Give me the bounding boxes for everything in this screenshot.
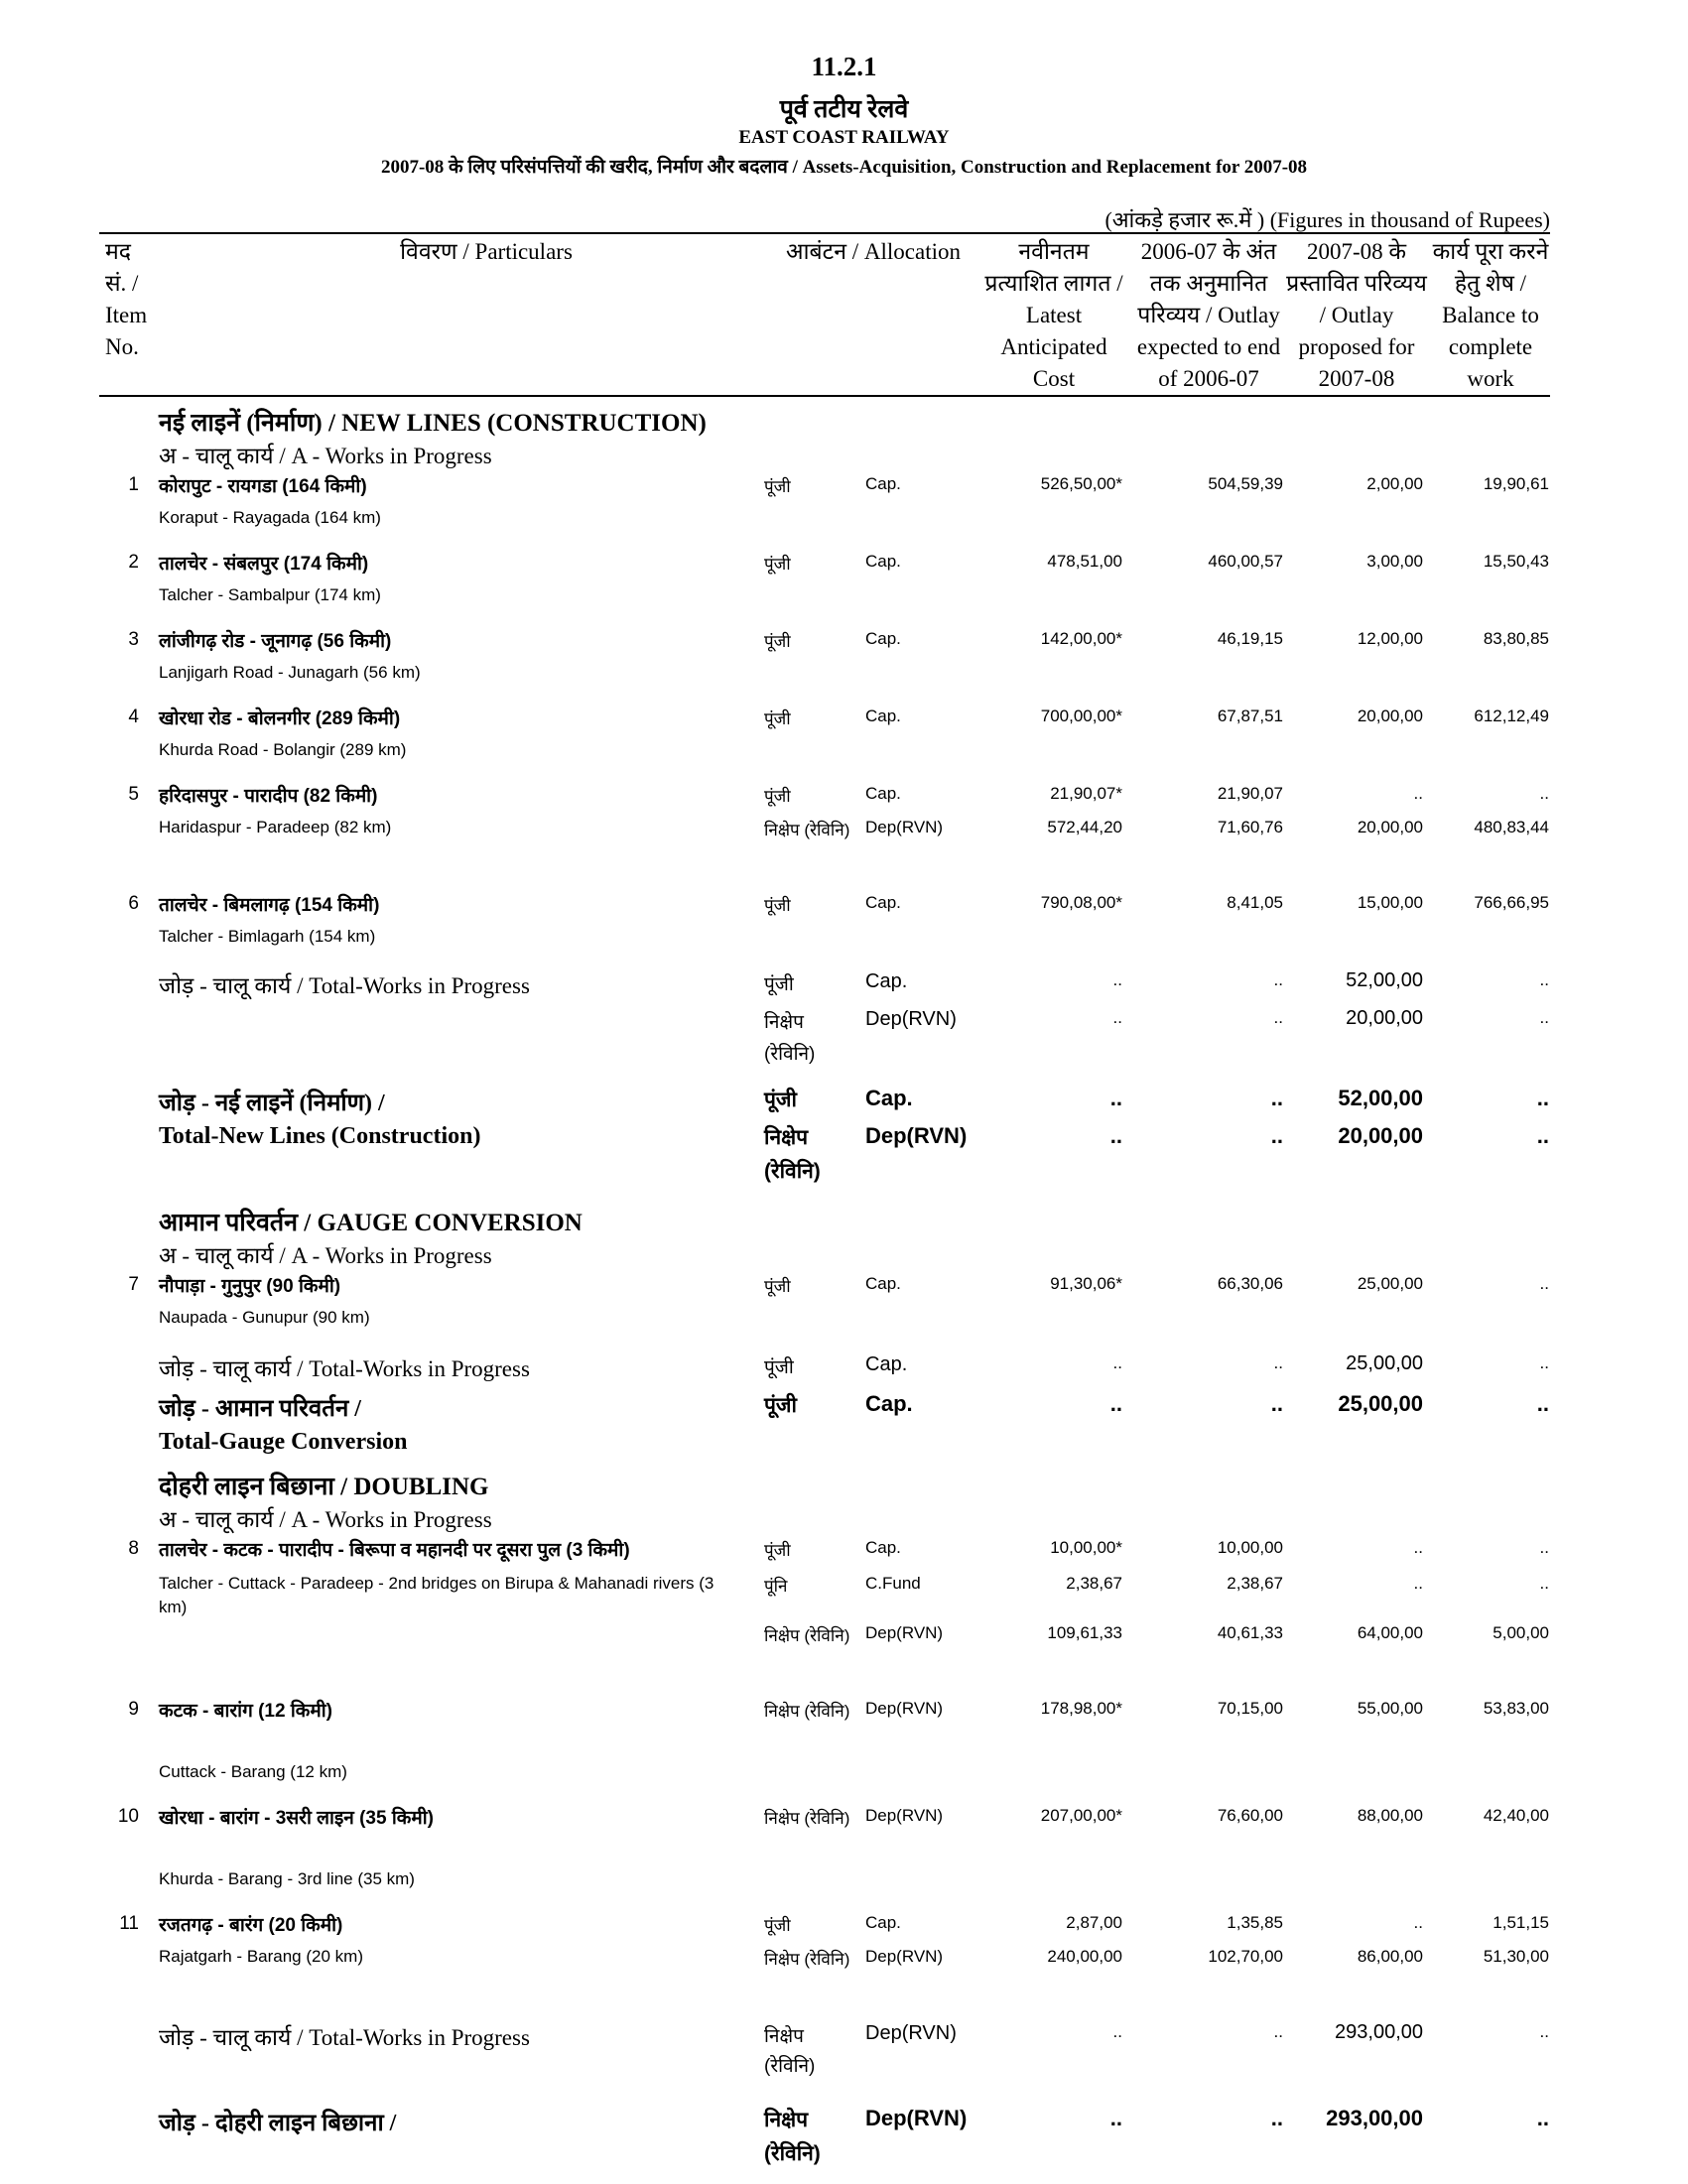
col-outlay-proposed: 2007-08 के प्रस्तावित परिव्यय / Outlay proposed for 2007-08 (1286, 239, 1427, 391)
latest-cost: 572,44,20 (1047, 818, 1122, 836)
alloc-hindi-2: (रेविनि) (764, 2056, 816, 2077)
alloc-hindi: पूंजी (764, 555, 791, 574)
grand-total-label-english: Total-New Lines (Construction) (159, 1123, 481, 1149)
latest-cost: 21,90,07* (1050, 784, 1122, 803)
item-name-hindi: रजतगढ़ - बारंग (20 किमी) (159, 1915, 343, 1936)
balance: .. (1539, 1274, 1549, 1293)
balance: .. (1539, 970, 1549, 989)
balance: .. (1539, 784, 1549, 803)
item-no: 8 (128, 1538, 139, 1559)
outlay-proposed: 20,00,00 (1357, 818, 1423, 836)
item-no: 11 (119, 1913, 139, 1934)
alloc-english: Dep(RVN) (865, 1699, 944, 1718)
balance: .. (1536, 1086, 1549, 1110)
outlay-expected: .. (1273, 2022, 1283, 2041)
section-title-doubling: दोहरी लाइन बिछाना / DOUBLING (159, 1474, 489, 1500)
section-subtitle: अ - चालू कार्य / A - Works in Progress (159, 1243, 492, 1268)
alloc-english: Cap. (865, 474, 901, 493)
grand-total-label-english: Total-Gauge Conversion (159, 1429, 408, 1455)
latest-cost: 207,00,00* (1040, 1806, 1122, 1825)
outlay-proposed: 12,00,00 (1357, 629, 1423, 648)
latest-cost: .. (1112, 2022, 1122, 2041)
item-name-english: Koraput - Rayagada (164 km) (159, 508, 381, 527)
alloc-english: C.Fund (865, 1574, 921, 1593)
latest-cost: 109,61,33 (1047, 1623, 1122, 1642)
alloc-english: Dep(RVN) (865, 1623, 944, 1642)
alloc-hindi: निक्षेप (रेविनि) (764, 1626, 850, 1645)
latest-cost: .. (1112, 970, 1122, 989)
outlay-proposed: 88,00,00 (1357, 1806, 1423, 1825)
alloc-english: Cap. (865, 707, 901, 725)
outlay-proposed: 25,00,00 (1357, 1274, 1423, 1293)
item-name-hindi: तालचेर - बिमलागढ़ (154 किमी) (159, 895, 380, 916)
alloc-hindi: पूंजी (764, 1357, 794, 1378)
item-no: 1 (128, 474, 139, 495)
latest-cost: .. (1109, 1086, 1122, 1110)
alloc-hindi: निक्षेप (764, 2026, 804, 2047)
alloc-hindi: निक्षेप (रेविनि) (764, 1950, 850, 1969)
outlay-proposed: .. (1413, 1538, 1423, 1557)
alloc-english: Cap. (865, 784, 901, 803)
outlay-expected: 67,87,51 (1217, 707, 1283, 725)
grand-total-label-hindi: जोड़ - दोहरी लाइन बिछाना / (159, 2111, 397, 2136)
balance: 5,00,00 (1493, 1623, 1549, 1642)
balance: 15,50,43 (1483, 552, 1549, 571)
balance: 480,83,44 (1474, 818, 1549, 836)
alloc-english: Cap. (865, 1391, 913, 1416)
alloc-hindi: पूंजी (764, 1394, 797, 1417)
outlay-expected: 40,61,33 (1217, 1623, 1283, 1642)
grand-total-label-hindi: जोड़ - आमान परिवर्तन / (159, 1396, 361, 1422)
total-label: जोड़ - चालू कार्य / Total-Works in Progress (159, 1356, 530, 1381)
outlay-proposed: 3,00,00 (1366, 552, 1423, 571)
latest-cost: 10,00,00* (1050, 1538, 1122, 1557)
item-no: 9 (128, 1699, 139, 1720)
item-name-english: Khurda Road - Bolangir (289 km) (159, 740, 407, 759)
col-allocation: आबंटन / Allocation (786, 239, 961, 264)
balance: .. (1536, 1123, 1549, 1148)
alloc-hindi: निक्षेप (764, 2109, 809, 2131)
latest-cost: .. (1112, 1353, 1122, 1372)
latest-cost: .. (1109, 2106, 1122, 2130)
outlay-proposed: 64,00,00 (1357, 1623, 1423, 1642)
table-code: 11.2.1 (811, 52, 877, 81)
latest-cost: 478,51,00 (1047, 552, 1122, 571)
item-name-hindi: तालचेर - कटक - पारादीप - बिरूपा व महानदी पर दूसरा पुल (3 किमी) (159, 1540, 630, 1561)
outlay-proposed: 52,00,00 (1338, 1086, 1423, 1110)
item-no: 5 (128, 784, 139, 805)
item-no: 7 (128, 1274, 139, 1295)
section-title-new-lines: नई लाइनें (निर्माण) / NEW LINES (CONSTRUCTION) (159, 410, 707, 437)
section-subtitle: अ - चालू कार्य / A - Works in Progress (159, 444, 492, 468)
outlay-expected: .. (1270, 2106, 1283, 2130)
item-no: 6 (128, 893, 139, 914)
item-name-english: Lanjigarh Road - Junagarh (56 km) (159, 663, 421, 682)
outlay-proposed: 55,00,00 (1357, 1699, 1423, 1718)
outlay-expected: 46,19,15 (1217, 629, 1283, 648)
alloc-hindi: पूंजी (764, 477, 791, 496)
latest-cost: 526,50,00* (1040, 474, 1122, 493)
alloc-hindi: पूंजी (764, 709, 791, 728)
item-no: 4 (128, 707, 139, 727)
col-item-no: मद सं. / Item No. (105, 239, 148, 359)
item-name-english: Naupada - Gunupur (90 km) (159, 1308, 370, 1327)
item-no: 10 (117, 1806, 139, 1827)
alloc-english: Cap. (865, 1538, 901, 1557)
balance: .. (1536, 2106, 1549, 2130)
section-subtitle: अ - चालू कार्य / A - Works in Progress (159, 1507, 492, 1532)
item-name-hindi: कोरापुट - रायगडा (164 किमी) (159, 476, 367, 497)
outlay-proposed: .. (1413, 1913, 1423, 1932)
outlay-expected: .. (1270, 1086, 1283, 1110)
railway-title-hindi: पूर्व तटीय रेलवे (779, 96, 909, 123)
balance: 766,66,95 (1474, 893, 1549, 912)
latest-cost: 2,38,67 (1066, 1574, 1122, 1593)
outlay-expected: 21,90,07 (1217, 784, 1283, 803)
alloc-hindi: पूंजी (764, 1541, 791, 1560)
outlay-proposed: 86,00,00 (1357, 1947, 1423, 1966)
alloc-hindi: पूंजी (764, 1916, 791, 1935)
item-name-hindi: खोरधा - बारांग - 3सरी लाइन (35 किमी) (159, 1808, 434, 1829)
item-name-hindi: नौपाड़ा - गुनुपुर (90 किमी) (159, 1276, 341, 1297)
item-name-hindi: लांजीगढ़ रोड - जूनागढ़ (56 किमी) (159, 631, 392, 652)
alloc-hindi-2: (रेविनि) (764, 1160, 821, 1183)
item-name-english: Cuttack - Barang (12 km) (159, 1762, 347, 1781)
alloc-english: Dep(RVN) (865, 1008, 957, 1030)
balance: .. (1539, 1008, 1549, 1027)
outlay-expected: 1,35,85 (1227, 1913, 1283, 1932)
alloc-english: Dep(RVN) (865, 1806, 944, 1825)
latest-cost: 178,98,00* (1040, 1699, 1122, 1718)
outlay-expected: 504,59,39 (1208, 474, 1283, 493)
latest-cost: .. (1112, 1008, 1122, 1027)
alloc-hindi: निक्षेप (रेविनि) (764, 821, 850, 839)
outlay-proposed: 2,00,00 (1366, 474, 1423, 493)
outlay-expected: .. (1273, 1353, 1283, 1372)
grand-total-label-hindi: जोड़ - नई लाइनें (निर्माण) / (159, 1091, 385, 1116)
item-no: 2 (128, 552, 139, 573)
alloc-english: Dep(RVN) (865, 1947, 944, 1966)
alloc-english: Cap. (865, 893, 901, 912)
outlay-expected: .. (1270, 1391, 1283, 1416)
balance: 42,40,00 (1483, 1806, 1549, 1825)
alloc-english: Dep(RVN) (865, 2106, 968, 2130)
alloc-english: Dep(RVN) (865, 818, 944, 836)
alloc-english: Dep(RVN) (865, 1123, 968, 1148)
balance: .. (1536, 1391, 1549, 1416)
outlay-expected: 70,15,00 (1217, 1699, 1283, 1718)
item-name-english: Khurda - Barang - 3rd line (35 km) (159, 1869, 415, 1888)
alloc-english: Cap. (865, 629, 901, 648)
section-title-gauge-conversion: आमान परिवर्तन / GAUGE CONVERSION (159, 1210, 583, 1236)
alloc-hindi-2: (रेविनि) (764, 1044, 816, 1065)
alloc-english: Cap. (865, 552, 901, 571)
balance: 51,30,00 (1483, 1947, 1549, 1966)
outlay-expected: .. (1270, 1123, 1283, 1148)
item-name-english: Haridaspur - Paradeep (82 km) (159, 818, 392, 836)
balance: 612,12,49 (1474, 707, 1549, 725)
outlay-proposed: 25,00,00 (1338, 1391, 1423, 1416)
units-note: (आंकड़े हजार रू.में ) (Figures in thousand of Rupees) (1104, 207, 1550, 232)
outlay-proposed: 20,00,00 (1338, 1123, 1423, 1148)
alloc-hindi: पूंजी (764, 1277, 791, 1296)
latest-cost: .. (1109, 1123, 1122, 1148)
outlay-proposed: .. (1413, 784, 1423, 803)
item-name-english: Rajatgarh - Barang (20 km) (159, 1947, 363, 1966)
item-name-english: Talcher - Bimlagarh (154 km) (159, 927, 376, 946)
alloc-hindi: निक्षेप (रेविनि) (764, 1702, 850, 1721)
item-name-hindi: तालचेर - संबलपुर (174 किमी) (159, 554, 369, 575)
outlay-proposed: 15,00,00 (1357, 893, 1423, 912)
col-outlay-expected: 2006-07 के अंत तक अनुमानित परिव्यय / Outlay expected to end of 2006-07 (1136, 239, 1281, 391)
alloc-hindi: निक्षेप (रेविनि) (764, 1809, 850, 1828)
outlay-proposed: 52,00,00 (1346, 969, 1423, 991)
outlay-proposed: 20,00,00 (1357, 707, 1423, 725)
outlay-proposed: 293,00,00 (1335, 2021, 1423, 2043)
latest-cost: 2,87,00 (1066, 1913, 1122, 1932)
outlay-expected: .. (1273, 1008, 1283, 1027)
alloc-english: Cap. (865, 1353, 908, 1375)
item-no: 3 (128, 629, 139, 650)
latest-cost: .. (1109, 1391, 1122, 1416)
outlay-expected: 66,30,06 (1217, 1274, 1283, 1293)
total-label: जोड़ - चालू कार्य / Total-Works in Progress (159, 973, 530, 998)
balance: 1,51,15 (1493, 1913, 1549, 1932)
alloc-hindi: पूंनि (764, 1577, 788, 1596)
balance: .. (1539, 1574, 1549, 1593)
col-balance: कार्य पूरा करने हेतु शेष / Balance to complete work (1432, 239, 1549, 391)
outlay-expected: 2,38,67 (1227, 1574, 1283, 1593)
header-top-rule (99, 232, 1550, 234)
item-name-hindi: खोरधा रोड - बोलनगीर (289 किमी) (159, 708, 401, 729)
outlay-proposed: .. (1413, 1574, 1423, 1593)
alloc-english: Cap. (865, 1274, 901, 1293)
alloc-hindi: पूंजी (764, 974, 794, 995)
total-label: जोड़ - चालू कार्य / Total-Works in Progress (159, 2025, 530, 2050)
alloc-english: Dep(RVN) (865, 2022, 957, 2044)
outlay-expected: 10,00,00 (1217, 1538, 1283, 1557)
outlay-expected: 460,00,57 (1208, 552, 1283, 571)
outlay-expected: 71,60,76 (1217, 818, 1283, 836)
alloc-hindi: पूंजी (764, 1089, 797, 1111)
outlay-expected: 102,70,00 (1208, 1947, 1283, 1966)
outlay-expected: .. (1273, 970, 1283, 989)
balance: .. (1539, 1538, 1549, 1557)
header-bottom-rule (99, 395, 1550, 397)
outlay-proposed: 25,00,00 (1346, 1352, 1423, 1374)
item-name-hindi: कटक - बारांग (12 किमी) (159, 1701, 332, 1722)
latest-cost: 142,00,00* (1040, 629, 1122, 648)
alloc-english: Cap. (865, 970, 908, 992)
balance: 19,90,61 (1483, 474, 1549, 493)
alloc-hindi: निक्षेप (764, 1126, 809, 1149)
balance: 83,80,85 (1483, 629, 1549, 648)
alloc-hindi: पूंजी (764, 896, 791, 915)
balance: 53,83,00 (1483, 1699, 1549, 1718)
alloc-english: Cap. (865, 1086, 913, 1110)
alloc-hindi-2: (रेविनि) (764, 2142, 821, 2165)
outlay-proposed: 20,00,00 (1346, 1007, 1423, 1029)
latest-cost: 240,00,00 (1047, 1947, 1122, 1966)
col-particulars: विवरण / Particulars (400, 239, 573, 264)
outlay-expected: 76,60,00 (1217, 1806, 1283, 1825)
railway-title-english: EAST COAST RAILWAY (738, 127, 950, 148)
item-name-hindi: हरिदासपुर - पारादीप (82 किमी) (159, 786, 378, 807)
item-name-english: Talcher - Sambalpur (174 km) (159, 585, 381, 604)
latest-cost: 790,08,00* (1040, 893, 1122, 912)
col-latest-cost: नवीनतम प्रत्याशित लागत / Latest Anticipated Cost (984, 239, 1123, 391)
alloc-hindi: पूंजी (764, 787, 791, 806)
item-name-english: Talcher - Cuttack - Paradeep - 2nd bridges on Birupa & Mahanadi rivers (3 km) (159, 1574, 714, 1616)
latest-cost: 700,00,00* (1040, 707, 1122, 725)
alloc-english: Cap. (865, 1913, 901, 1932)
document-subtitle: 2007-08 के लिए परिसंपत्तियों की खरीद, निर्माण और बदलाव / Assets-Acquisition, Construction and Replacement for 2007-08 (380, 157, 1308, 178)
balance: .. (1539, 2022, 1549, 2041)
outlay-expected: 8,41,05 (1227, 893, 1283, 912)
alloc-hindi: पूंजी (764, 632, 791, 651)
balance: .. (1539, 1353, 1549, 1372)
latest-cost: 91,30,06* (1050, 1274, 1122, 1293)
alloc-hindi: निक्षेप (764, 1012, 804, 1033)
outlay-proposed: 293,00,00 (1326, 2106, 1423, 2130)
